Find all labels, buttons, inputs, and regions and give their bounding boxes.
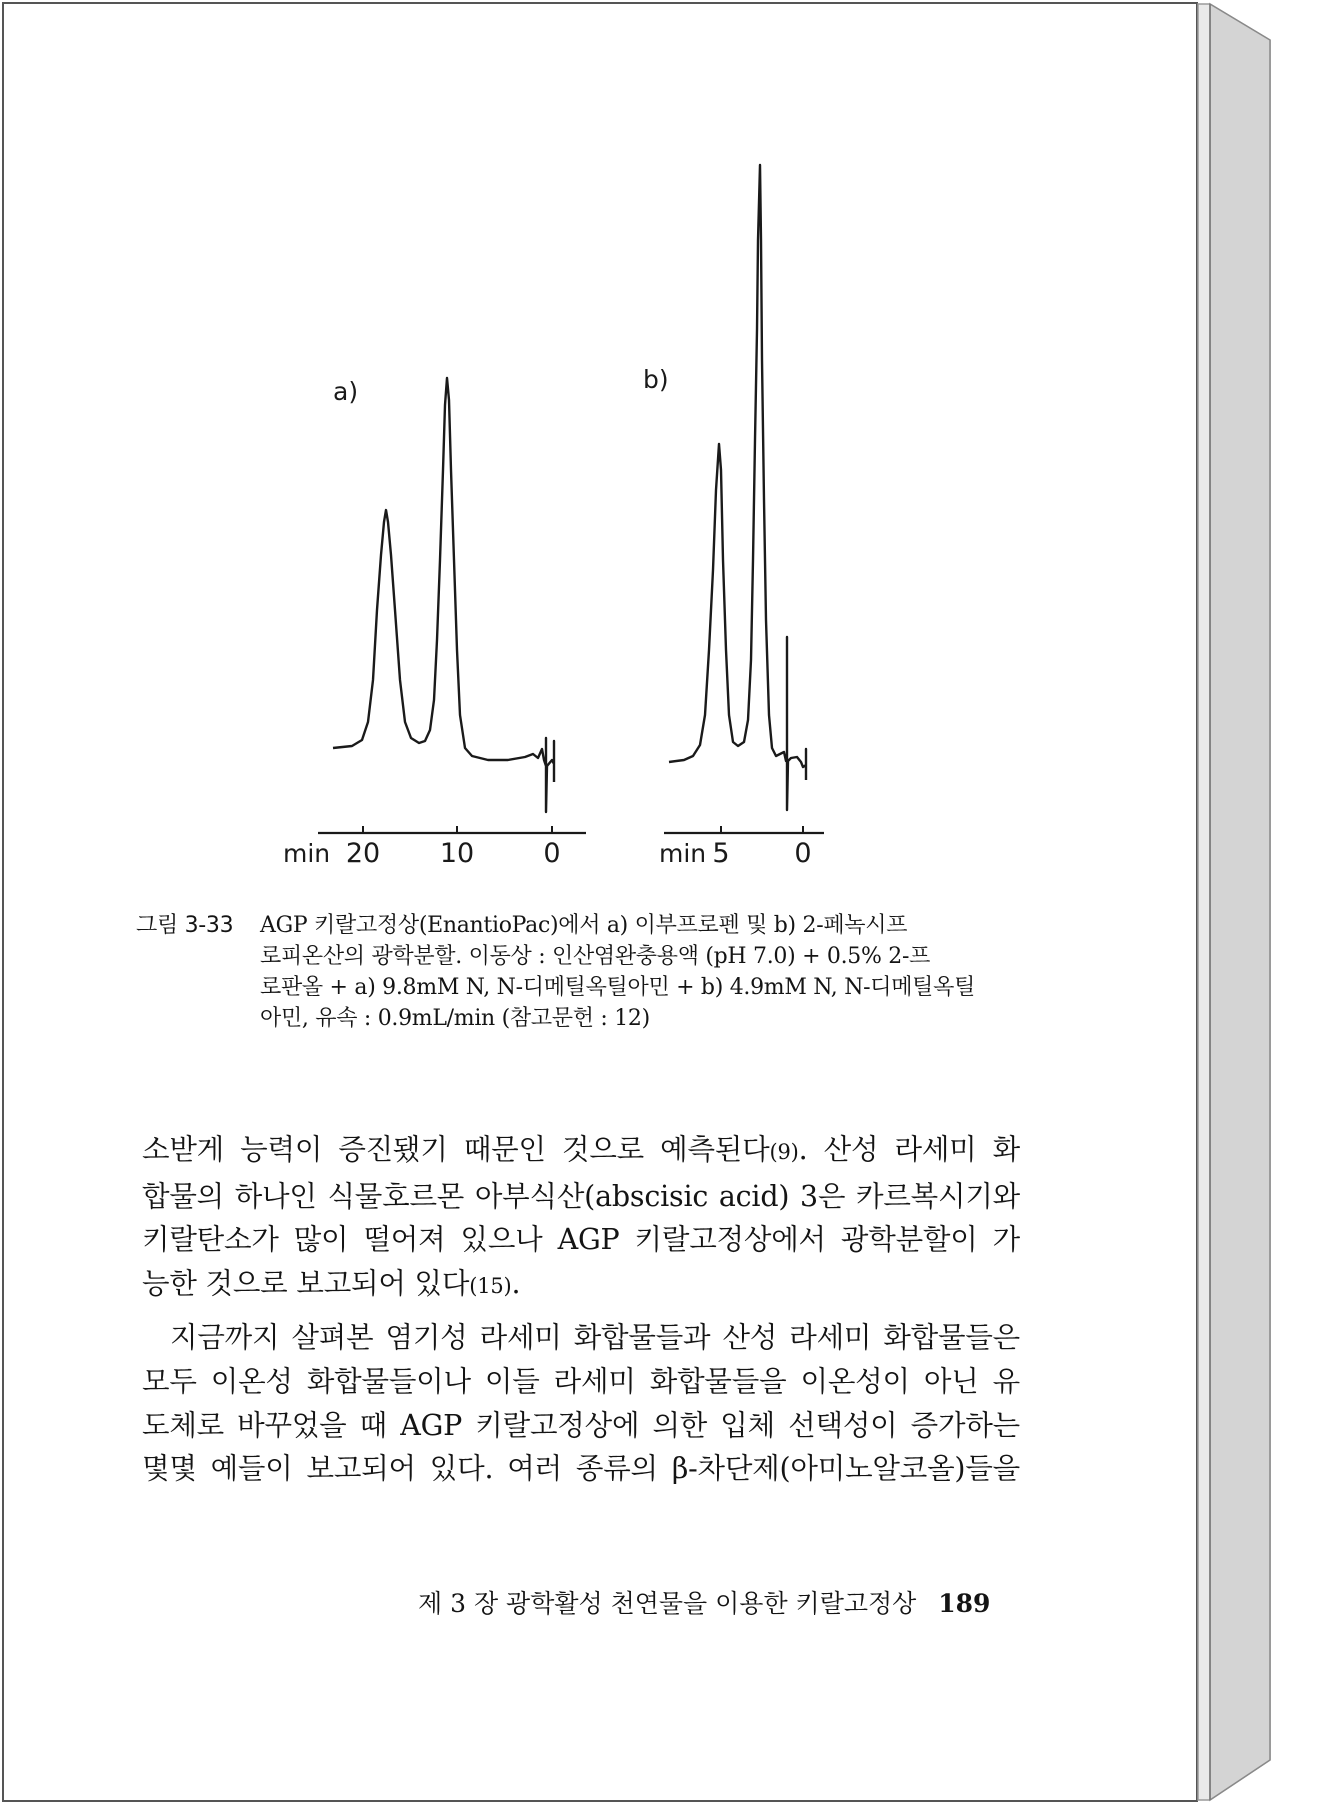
axis-a-tick-label: 20 bbox=[345, 838, 381, 869]
text-run: 소받게 능력이 증진됐기 때문인 것으로 예측된다 bbox=[142, 1133, 770, 1166]
axis-b-tick-label: 0 bbox=[794, 838, 812, 869]
chapter-title: 제 3 장 광학활성 천연물을 이용한 키랄고정상 bbox=[418, 1589, 917, 1618]
caption-line: 아민, 유속 : 0.9mL/min (참고문헌 : 12) bbox=[260, 1006, 650, 1031]
page-number: 189 bbox=[938, 1589, 991, 1618]
running-footer bbox=[418, 1584, 1018, 1620]
text-run: . 산성 라세미 화 bbox=[798, 1133, 1020, 1166]
time-axis-b bbox=[659, 826, 824, 869]
axis-a-unit: min bbox=[283, 839, 331, 868]
text-line bbox=[142, 1262, 1020, 1309]
text-line: 합물의 하나인 식물호르몬 아부식산(abscisic acid) 3은 카르복시기와 bbox=[142, 1179, 1020, 1213]
body-text bbox=[142, 1128, 1020, 1491]
chromatogram-figure bbox=[0, 0, 1318, 900]
text-line: 지금까지 살펴본 염기성 라세미 화합물들과 산성 라세미 화합물들은 bbox=[170, 1321, 1020, 1355]
reference-number: (15) bbox=[469, 1273, 512, 1298]
time-axis-a bbox=[283, 826, 586, 869]
reference-number: (9) bbox=[769, 1140, 799, 1164]
text-run: . bbox=[511, 1266, 521, 1300]
figure-number: 그림 3-33 bbox=[136, 913, 234, 938]
text-run: 능한 것으로 보고되어 있다 bbox=[142, 1266, 470, 1300]
paragraph bbox=[142, 1316, 1020, 1490]
figure-caption bbox=[136, 910, 1016, 1034]
text-line: 몇몇 예들이 보고되어 있다. 여러 종류의 β-차단제(아미노알코올)들을 bbox=[142, 1452, 1020, 1486]
paragraph bbox=[142, 1128, 1020, 1308]
text-line: 키랄탄소가 많이 떨어져 있으나 AGP 키랄고정상에서 광학분할이 가 bbox=[142, 1223, 1020, 1257]
caption-line: AGP 키랄고정상(EnantioPac)에서 a) 이부프로펜 및 b) 2-페녹시프 bbox=[260, 913, 908, 938]
axis-a-tick-label: 10 bbox=[439, 838, 475, 869]
text-line: 모두 이온성 화합물들이나 이들 라세미 화합물들을 이온성이 아닌 유 bbox=[142, 1364, 1020, 1398]
axis-b-unit: min bbox=[659, 839, 707, 868]
chromatogram-b-trace bbox=[669, 165, 806, 810]
panel-b-label: b) bbox=[643, 365, 669, 394]
text-line: 도체로 바꾸었을 때 AGP 키랄고정상에 의한 입체 선택성이 증가하는 bbox=[142, 1408, 1020, 1442]
caption-line: 로피온산의 광학분할. 이동상 : 인산염완충용액 (pH 7.0) + 0.5% 2-프 bbox=[260, 944, 931, 969]
text-line bbox=[142, 1128, 1020, 1175]
axis-a-tick-label: 0 bbox=[543, 838, 561, 869]
caption-line: 로판올 + a) 9.8mM N, N-디메틸옥틸아민 + b) 4.9mM N, N-디메틸옥틸 bbox=[260, 975, 976, 1000]
chromatogram-a-trace bbox=[333, 378, 554, 812]
axis-b-tick-label: 5 bbox=[712, 838, 730, 869]
panel-a-label: a) bbox=[333, 377, 359, 406]
